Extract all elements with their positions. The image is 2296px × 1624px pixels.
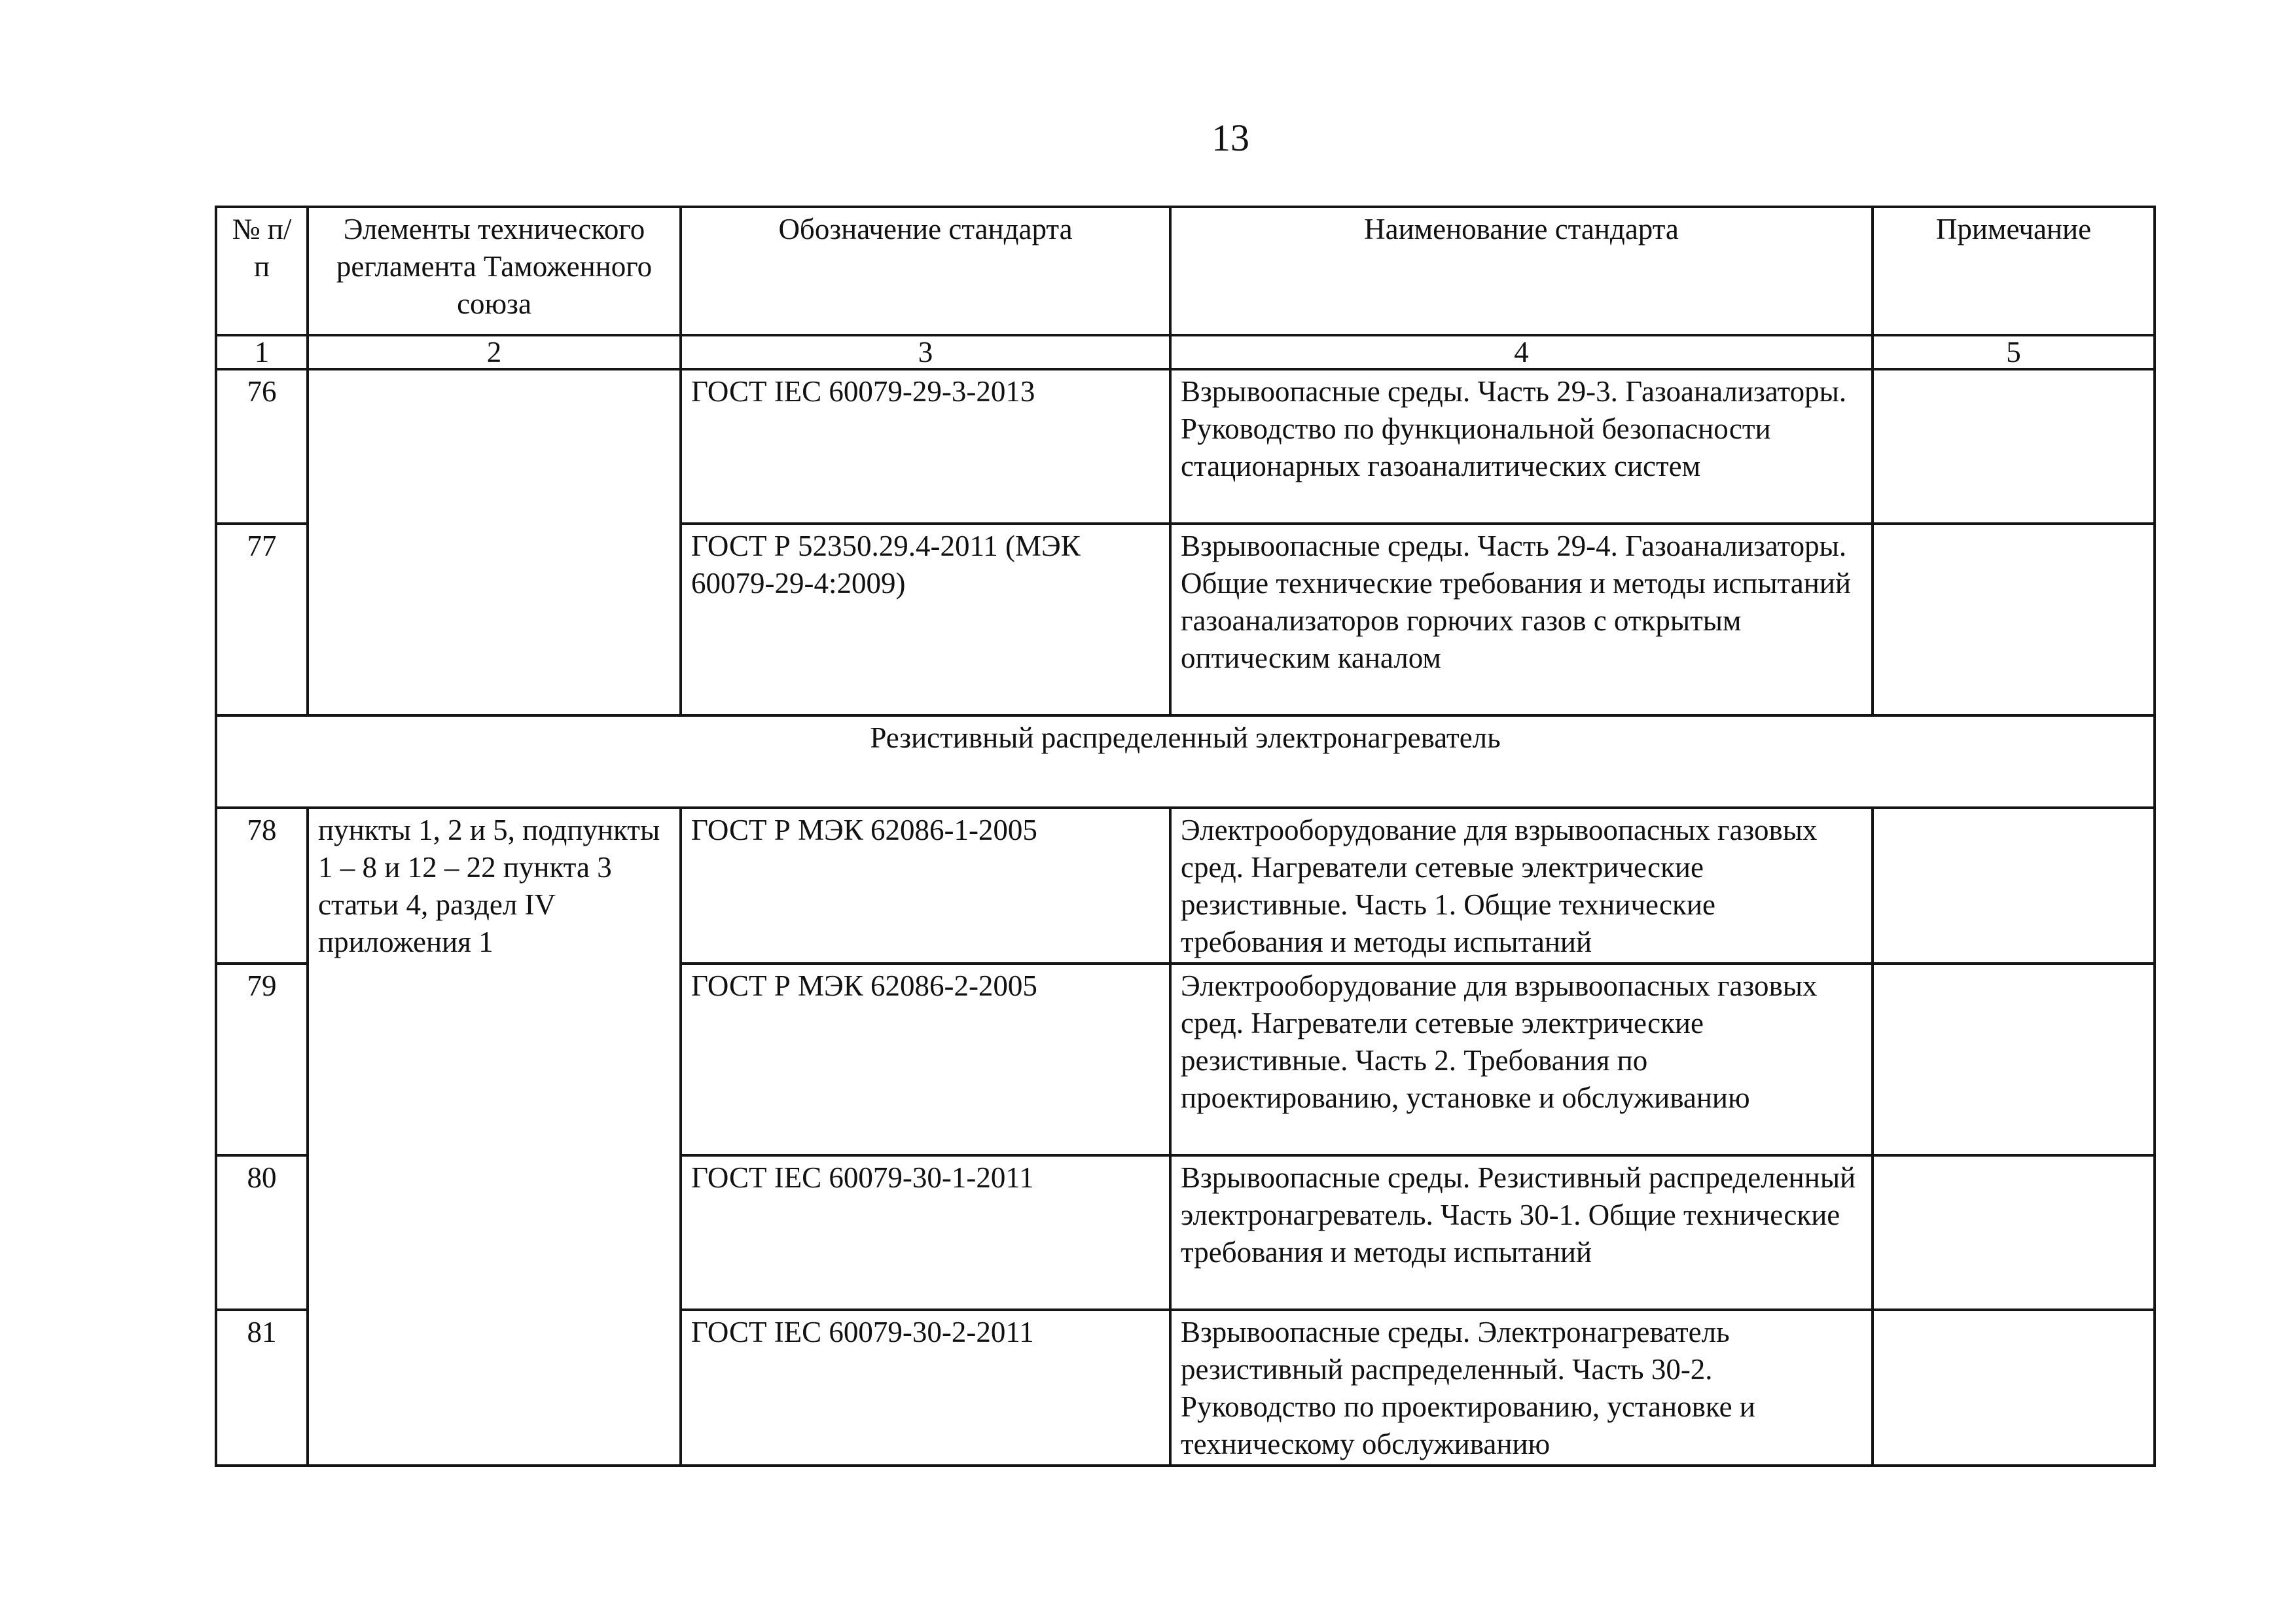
- row-number: 80: [216, 1155, 308, 1310]
- row-number: 77: [216, 524, 308, 715]
- standard-designation: ГОСТ Р МЭК 62086-1-2005: [681, 808, 1170, 964]
- standard-name: Взрывоопасные среды. Резистивный распределенный электронагреватель. Часть 30-1. Общие технические требования и методы испытаний: [1170, 1155, 1873, 1310]
- row-number: 78: [216, 808, 308, 964]
- column-numbers-row: [216, 335, 2155, 369]
- section-title: Резистивный распределенный электронагреватель: [216, 715, 2155, 808]
- note-cell: [1873, 964, 2155, 1155]
- header-designation: Обозначение стандарта: [681, 207, 1170, 335]
- column-number: 4: [1170, 335, 1873, 369]
- row-number: 79: [216, 964, 308, 1155]
- row-number: 81: [216, 1310, 308, 1466]
- standard-name: Электрооборудование для взрывоопасных газовых сред. Нагреватели сетевые электрические резистивные. Часть 1. Общие технические требования и методы испытаний: [1170, 808, 1873, 964]
- header-num: № п/п: [216, 207, 308, 335]
- page-number: 13: [1211, 117, 1249, 159]
- column-number: 5: [1873, 335, 2155, 369]
- standard-designation: ГОСТ Р 52350.29.4-2011 (МЭК 60079-29-4:2009): [681, 524, 1170, 715]
- standard-name: Взрывоопасные среды. Электронагреватель резистивный распределенный. Часть 30-2. Руководство по проектированию, установке и техническому обслуживанию: [1170, 1310, 1873, 1466]
- header-name: Наименование стандарта: [1170, 207, 1873, 335]
- note-cell: [1873, 524, 2155, 715]
- note-cell: [1873, 369, 2155, 524]
- column-number: 2: [308, 335, 681, 369]
- elements-cell: пункты 1, 2 и 5, подпункты 1 – 8 и 12 – 22 пункта 3 статьи 4, раздел IV приложения 1: [308, 808, 681, 1466]
- note-cell: [1873, 1155, 2155, 1310]
- standard-name: Взрывоопасные среды. Часть 29-3. Газоанализаторы. Руководство по функциональной безопасности стационарных газоаналитических систем: [1170, 369, 1873, 524]
- header-elements: Элементы технического регламента Таможенного союза: [308, 207, 681, 335]
- section-row: [216, 715, 2155, 808]
- column-number: 1: [216, 335, 308, 369]
- row-number: 76: [216, 369, 308, 524]
- column-number: 3: [681, 335, 1170, 369]
- header-row: [216, 207, 2155, 335]
- standard-designation: ГОСТ IEC 60079-30-1-2011: [681, 1155, 1170, 1310]
- standard-designation: ГОСТ IEC 60079-29-3-2013: [681, 369, 1170, 524]
- table-row: [216, 808, 2155, 964]
- standard-name: Взрывоопасные среды. Часть 29-4. Газоанализаторы. Общие технические требования и методы испытаний газоанализаторов горючих газов с открытым оптическим каналом: [1170, 524, 1873, 715]
- standard-name: Электрооборудование для взрывоопасных газовых сред. Нагреватели сетевые электрические резистивные. Часть 2. Требования по проектированию, установке и обслуживанию: [1170, 964, 1873, 1155]
- note-cell: [1873, 1310, 2155, 1466]
- note-cell: [1873, 808, 2155, 964]
- table-row: [216, 369, 2155, 524]
- header-note: Примечание: [1873, 207, 2155, 335]
- standard-designation: ГОСТ Р МЭК 62086-2-2005: [681, 964, 1170, 1155]
- elements-cell: [308, 369, 681, 715]
- standards-table: [215, 206, 2156, 1467]
- standard-designation: ГОСТ IEC 60079-30-2-2011: [681, 1310, 1170, 1466]
